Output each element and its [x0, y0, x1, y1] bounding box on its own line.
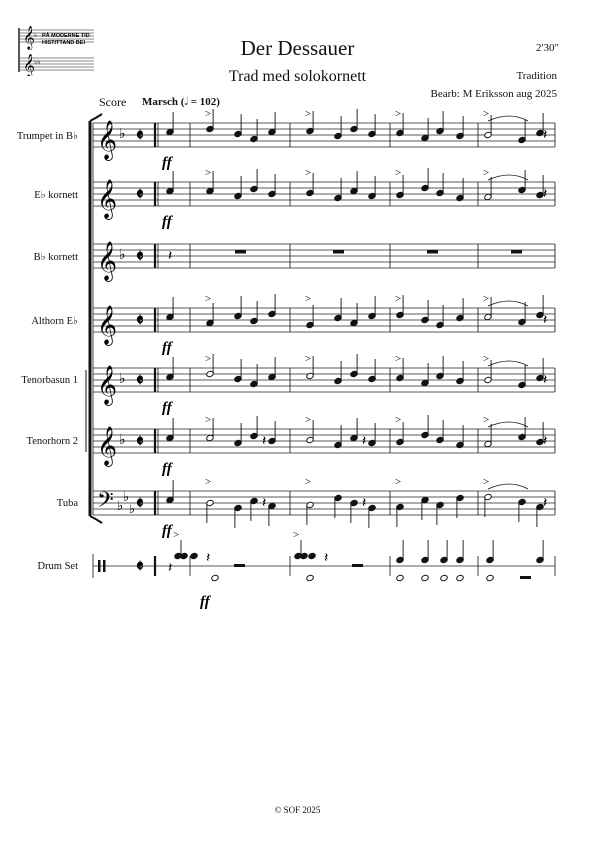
flat-icon: ♭: [129, 501, 136, 516]
half-rest-icon: [234, 564, 245, 567]
accent-mark: >: [395, 293, 402, 305]
bass-drum-note: [306, 574, 314, 581]
bass-drum-note: [486, 574, 494, 581]
score-label: Score: [99, 95, 127, 109]
flat-icon: ♭: [117, 498, 124, 513]
percussion-clef-icon: [103, 560, 106, 572]
quarter-rest-icon: 𝄽: [543, 128, 548, 143]
accent-mark: >: [205, 476, 212, 488]
flat-icon: ♭: [119, 372, 126, 387]
dynamic-ff: ff: [162, 340, 172, 356]
accent-mark: >: [305, 476, 312, 488]
slur: [488, 484, 528, 489]
cut-time-icon: 𝄵: [136, 185, 144, 204]
bass-drum-note: [456, 574, 464, 581]
accent-mark: >: [305, 353, 312, 365]
accent-mark: >: [305, 293, 312, 305]
cut-time-icon: 𝄵: [136, 126, 144, 145]
cut-time-icon: 𝄵: [136, 247, 144, 266]
bass-drum-note: [211, 574, 219, 581]
dynamic-ff: ff: [162, 155, 172, 171]
logo-text-line2: HISTITTAND BEI: [42, 40, 85, 46]
accent-mark: >: [395, 108, 402, 120]
score-title: Der Dessauer: [240, 36, 355, 60]
accent-mark: >: [205, 108, 212, 120]
accent-mark: >: [395, 167, 402, 179]
treble-clef-icon: 𝄞: [97, 179, 118, 219]
half-rest-icon: [520, 576, 531, 579]
bass-drum-note: [440, 574, 448, 581]
accent-mark: >: [205, 414, 212, 426]
accent-mark: >: [205, 167, 212, 179]
instrument-name: Trumpet in B♭: [16, 131, 78, 142]
composer: Tradition: [516, 70, 557, 82]
copyright: © SOF 2025: [274, 805, 321, 815]
whole-rest-icon: [427, 250, 438, 254]
tempo-value: = 102): [187, 96, 220, 108]
instrument-name: Tuba: [56, 498, 78, 509]
svg-text:𝄞: 𝄞: [23, 25, 35, 49]
cut-time-icon: 𝄵: [136, 371, 144, 390]
score-subtitle: Trad med solokornett: [228, 68, 367, 85]
accent-mark: >: [305, 167, 312, 179]
dynamic-ff: ff: [162, 214, 172, 230]
accent-mark: >: [305, 414, 312, 426]
accent-mark: >: [483, 293, 490, 305]
tempo-text: Marsch (: [142, 96, 185, 108]
flat-icon: ♭: [123, 489, 130, 504]
quarter-rest-icon: 𝄽: [543, 496, 548, 511]
quarter-rest-icon: 𝄽: [543, 373, 548, 388]
dynamic-ff: ff: [162, 461, 172, 477]
whole-rest-icon: [511, 250, 522, 254]
drum-note: [308, 552, 316, 559]
quarter-rest-icon: 𝄽: [543, 434, 548, 449]
instrument-name: Althorn E♭: [31, 316, 78, 327]
accent-mark: >: [483, 353, 490, 365]
flat-icon: ♭: [119, 433, 126, 448]
quarter-rest-icon: 𝄽: [543, 313, 548, 328]
accent-mark: >: [293, 529, 300, 541]
bass-clef-icon: 𝄢: [97, 488, 114, 518]
accent-mark: >: [483, 414, 490, 426]
percussion-clef-icon: [98, 560, 101, 572]
treble-clef-icon: 𝄞: [97, 426, 118, 466]
instrument-name: Tenorbasun 1: [21, 375, 78, 386]
cut-time-icon: 𝄵: [136, 432, 144, 451]
quarter-rest-icon: 𝄽: [262, 434, 267, 449]
svg-text:♭: ♭: [34, 31, 38, 39]
whole-rest-icon: [235, 250, 246, 254]
dynamic-ff: ff: [200, 594, 210, 610]
accent-mark: >: [395, 414, 402, 426]
whole-rest-icon: [333, 250, 344, 254]
accent-mark: >: [395, 476, 402, 488]
arranger: Bearb: M Eriksson aug 2025: [430, 88, 557, 100]
quarter-rest-icon: 𝄽: [362, 434, 367, 449]
slur: [488, 422, 528, 427]
quarter-rest-icon: 𝄽: [362, 496, 367, 511]
dynamic-ff: ff: [162, 400, 172, 416]
instrument-name: Tenorhorn 2: [26, 436, 78, 447]
treble-clef-icon: 𝄞: [97, 120, 118, 160]
cut-time-icon: 𝄵: [136, 557, 144, 576]
svg-text:𝄞: 𝄞: [23, 53, 35, 76]
accent-mark: >: [395, 353, 402, 365]
treble-clef-icon: 𝄞: [97, 305, 118, 345]
quarter-rest-icon: 𝄽: [543, 187, 548, 202]
accent-mark: >: [483, 108, 490, 120]
slur: [488, 301, 528, 306]
accent-mark: >: [305, 108, 312, 120]
quarter-rest-icon: 𝄽: [168, 249, 173, 264]
dynamic-ff: ff: [162, 523, 172, 539]
bass-drum-note: [396, 574, 404, 581]
accent-mark: >: [173, 529, 180, 541]
quarter-rest-icon: 𝄽: [168, 561, 173, 576]
cut-time-icon: 𝄵: [136, 494, 144, 513]
duration: 2'30": [536, 42, 559, 54]
slur: [488, 361, 528, 366]
instrument-name: E♭ kornett: [34, 190, 78, 201]
cut-time-icon: 𝄵: [136, 311, 144, 330]
accent-mark: >: [205, 353, 212, 365]
instrument-name: Drum Set: [37, 561, 78, 572]
svg-text:♭♭: ♭♭: [34, 58, 41, 66]
treble-clef-icon: 𝄞: [97, 241, 118, 281]
slur: [488, 175, 528, 180]
half-note-icon: 𝅗𝅥: [184, 96, 188, 108]
logo-text-line1: PÅ MODERNE TID: [42, 33, 90, 39]
instrument-name: B♭ kornett: [33, 252, 78, 263]
bass-drum-note: [421, 574, 429, 581]
treble-clef-icon: 𝄞: [97, 365, 118, 405]
accent-mark: >: [205, 293, 212, 305]
quarter-rest-icon: 𝄽: [324, 551, 329, 566]
half-rest-icon: [352, 564, 363, 567]
quarter-rest-icon: 𝄽: [206, 551, 211, 566]
quarter-rest-icon: 𝄽: [262, 496, 267, 511]
flat-icon: ♭: [119, 248, 126, 263]
drum-note: [190, 552, 198, 559]
accent-mark: >: [483, 476, 490, 488]
accent-mark: >: [483, 167, 490, 179]
slur: [488, 116, 528, 121]
flat-icon: ♭: [119, 127, 126, 142]
